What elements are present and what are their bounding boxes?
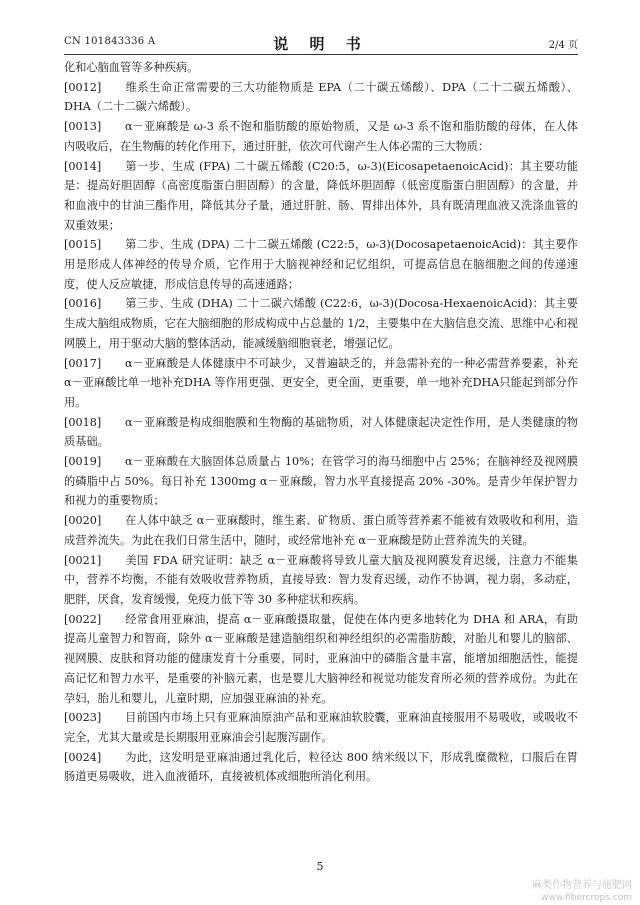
intro-line: 化和心脑血管等多种疾病。 (64, 61, 199, 74)
paragraph-tag: [0017] (64, 356, 102, 370)
paragraph-text: 第一步、生成 (FPA) 二十碳五烯酸 (C20:5，ω-3)(EicosapetaenoicAcid)：其主要功能是：提高好胆固醇（高密度脂蛋白胆固醇）的含量，降低坏胆固醇（低密度脂蛋白胆固醇）的含量，并和血液中的甘油三酯作用，降低其分子量，通过肝脏、肠、胃排出体外，具有既清理血液又洗涤血管的双重效果； (64, 159, 578, 232)
paragraph-tag: [0018] (64, 415, 102, 429)
paragraph-tag: [0013] (64, 120, 102, 134)
paragraph (64, 157, 578, 236)
paragraph (64, 354, 578, 413)
paragraph (64, 235, 578, 294)
paragraph-text: 为此，这发明是亚麻油通过乳化后，粒径达 800 纳米级以下，形成乳糜微粒，口服后在胃肠道更易吸收，进入血液循环，直接被机体或细胞所消化利用。 (64, 750, 578, 784)
paragraph (64, 708, 578, 747)
paragraph (64, 511, 578, 550)
paragraph-tag: [0023] (64, 711, 102, 725)
paragraph (64, 294, 578, 353)
paragraph-tag: [0015] (64, 238, 102, 252)
paragraph-tag: [0024] (64, 750, 102, 764)
document-title: 说 明 书 (273, 35, 369, 53)
paragraph-tag: [0022] (64, 612, 102, 626)
paragraph-tag: [0021] (64, 553, 102, 567)
paragraph-text: 目前国内市场上只有亚麻油原油产品和亚麻油软胶囊，亚麻油直接服用不易吸收，或吸收不完全，尤其大量或是长期服用亚麻油会引起腹泻副作。 (64, 711, 578, 744)
paragraph (64, 78, 578, 117)
paragraph-tag: [0016] (64, 297, 102, 311)
paragraph (64, 413, 578, 452)
paragraph-text: α－亚麻酸是人体健康中不可缺少，又普遍缺乏的，并急需补充的一种必需营养要素，补充 α－亚麻酸比单一地补充DHA 等作用更强、更安全，更全面，更重要，单一地补充DHA只能起到部分作用。 (64, 356, 578, 409)
paragraph (64, 551, 578, 610)
paragraph-text: α－亚麻酸在大脑固体总质量占 10%；在管学习的海马细胞中占 25%；在脑神经及视网膜的磷脂中占 50%。每日补充 1300mg α－亚麻酸，智力水平直接提高 20% -30%。是青少年保护智力和视力的重要物质； (64, 455, 578, 508)
page-indicator: 2/4 页 (548, 40, 578, 51)
site-watermark (532, 880, 632, 904)
paragraph-tag: [0020] (64, 514, 102, 528)
paragraph-text: 维系生命正常需要的三大功能物质是 EPA（二十碳五烯酸）、DPA（二十二碳五烯酸）、DHA（二十二碳六烯酸）。 (64, 80, 578, 114)
paragraph (64, 610, 578, 709)
paragraph-list (64, 78, 578, 787)
paragraph-text: 在人体中缺乏 α－亚麻酸时，维生素、矿物质、蛋白质等营养素不能被有效吸收和利用，造成营养流失。为此在我们日常生活中，随时，或经常地补充 α－亚麻酸是防止营养流失的关键。 (64, 514, 578, 547)
page-header (64, 34, 578, 55)
document-body (64, 58, 578, 787)
watermark-line-2: www.fibercrops.com (541, 893, 632, 903)
page-number: 5 (316, 860, 324, 873)
paragraph-tag: [0012] (64, 80, 102, 94)
document-number: CN 101843336 A (64, 36, 156, 47)
paragraph-text: 第三步、生成 (DHA) 二十二碳六烯酸 (C22:6，ω-3)(Docosa-HexaenoicAcid)：其主要生成大脑组成物质，它在大脑细胞的形成构成中占总量的 1/2，主要集中在大脑信息交流、思维中心和视网膜上，用于驱动大脑的整体活动，能减缓脑细胞衰老，增强记忆。 (64, 297, 578, 350)
paragraph-text: 经常食用亚麻油，提高 α－亚麻酸摄取量，促使在体内更多地转化为 DHA 和 ARA，有助提高儿童智力和智商，除外 α－亚麻酸是建造脑组织和神经组织的必需脂肪酸，对胎儿和婴儿的脑部、视网膜、皮肤和肾功能的健康发育十分重要，同时，亚麻油中的磷脂含量丰富，能增加细胞活性，能提高记忆和智力水平，是重要的补脑元素，也是婴儿大脑神经和视觉功能发育所必须的营养成份。为此在孕妇，胎儿和婴儿，儿童时期，应加强亚麻油的补充。 (64, 612, 578, 705)
paragraph-tag: [0014] (64, 159, 102, 173)
paragraph (64, 748, 578, 787)
paragraph-text: 第二步、生成 (DPA) 二十二碳五烯酸 (C22:5，ω-3)(DocosapetaenoicAcid)：其主要作用是形成人体神经的传导介质，它作用于大脑视神经和记忆组织，可提高信息在脑细胞之间的传递速度，使人反应敏捷，形成信息传导的高速通路； (64, 238, 578, 291)
watermark-line-1: 麻类作物营养与施肥网 (532, 880, 632, 891)
paragraph-tag: [0019] (64, 455, 102, 469)
paragraph-text: 美国 FDA 研究证明：缺乏 α－亚麻酸将导致儿童大脑及视网膜发育迟缓，注意力不能集中，营养不均衡，不能有效吸收营养物质，直接导致：智力发育迟缓，动作不协调，视力弱，多动症，肥胖，厌食，发育缓慢，免疫力低下等 30 多种症状和疾病。 (64, 553, 578, 606)
paragraph (64, 117, 578, 156)
paragraph (64, 452, 578, 511)
paragraph-text: α－亚麻酸是构成细胞膜和生物酶的基础物质，对人体健康起决定性作用，是人类健康的物质基础。 (64, 415, 578, 449)
paragraph-text: α－亚麻酸是 ω-3 系不饱和脂肪酸的原始物质，又是 ω-3 系不饱和脂肪酸的母体，在人体内吸收后，在生物酶的转化作用下，通过肝脏，依次可代谢产生人体必需的三大物质： (64, 120, 578, 153)
